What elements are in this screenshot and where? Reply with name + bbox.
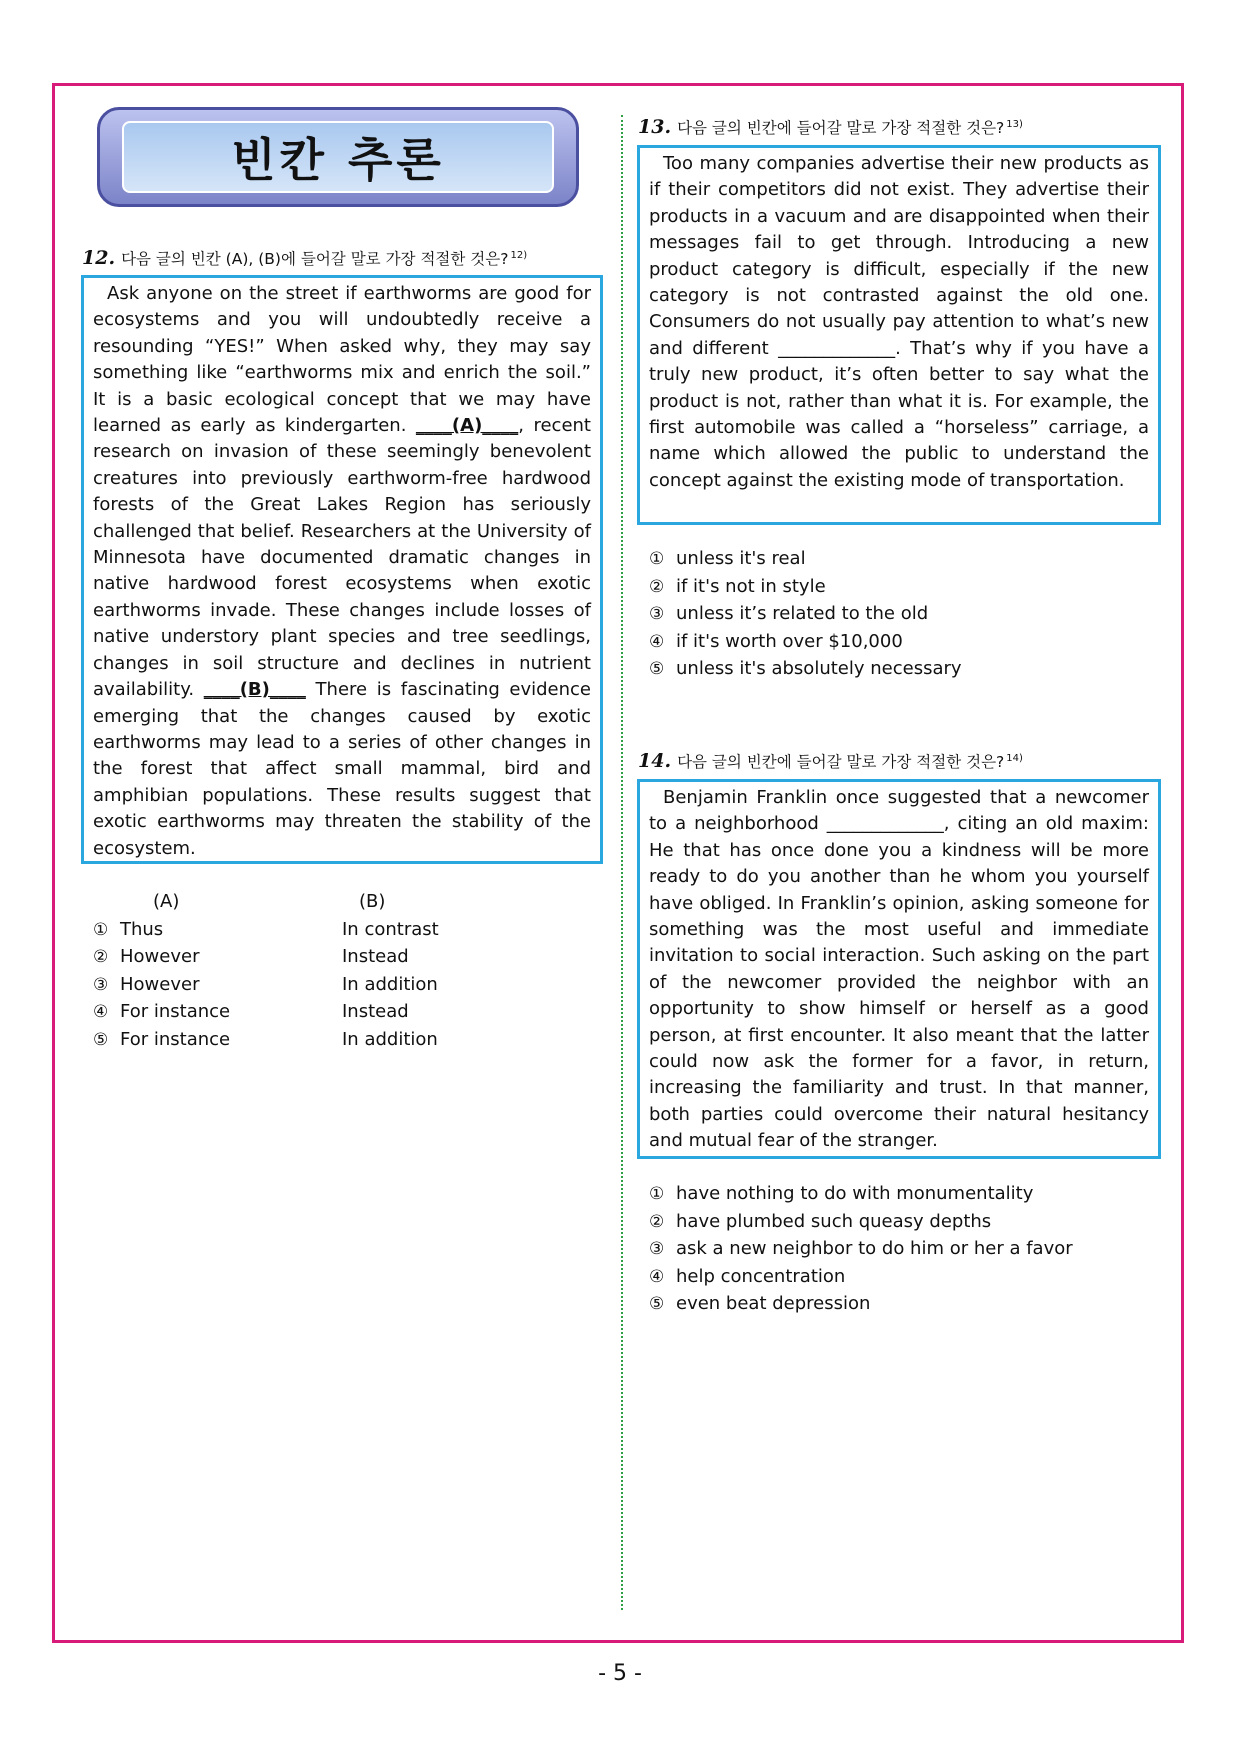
choice-b-text: Instead [342,946,409,967]
choice-option-3[interactable] [649,600,1159,628]
question-12-passage [81,275,603,864]
choice-option-2[interactable] [93,943,593,971]
blank-a: ____(A)____ [415,415,519,437]
choice-number: ⑤ [649,659,665,679]
choice-text: unless it's absolutely necessary [676,658,962,679]
question-number: 14. [638,750,672,772]
choice-number: ② [93,947,109,967]
question-13-passage [637,145,1161,525]
choice-option-5[interactable] [93,1026,593,1054]
choice-number: ① [649,1184,665,1204]
question-prompt: 다음 글의 빈칸에 들어갈 말로 가장 적절한 것은? [677,753,1005,771]
choice-number: ③ [93,974,109,995]
choice-option-5[interactable] [649,1290,1159,1318]
passage-text: . That’s why if you have a truly new product, it’s often better to say what the product is not, rather than what it is. For example, the first automobile was called a “horseless” carriage, a name which allowed the public to understand the concept against the existing mode of transportation. [649,337,1149,491]
blank: _____________ [778,337,896,359]
question-number: 13. [638,116,672,138]
choice-option-1[interactable] [649,545,1159,573]
question-number: 12. [82,247,116,269]
choice-text: unless it's real [676,548,806,569]
choice-text: unless it’s related to the old [676,603,929,624]
choice-a-text: For instance [120,1001,231,1022]
choice-b-text: Instead [342,1001,409,1022]
choice-number: ② [649,1211,665,1232]
question-prompt: 다음 글의 빈칸 (A), (B)에 들어갈 말로 가장 적절한 것은? [121,250,509,268]
choice-a-text: For instance [120,1028,231,1050]
section-banner-inner [122,121,554,193]
question-12-choices [93,888,593,1053]
choice-number: ① [93,919,109,940]
choice-text: help concentration [676,1265,846,1287]
choice-number: ⑤ [93,1029,109,1050]
choice-number: ⑤ [649,1294,665,1314]
choice-a-text: However [120,946,200,967]
choice-number: ② [649,576,665,597]
choice-a-text: However [120,973,200,995]
choice-text: if it's not in style [676,575,826,597]
choice-number: ④ [93,1002,109,1022]
choice-text: if it's worth over $10,000 [676,630,903,652]
choice-option-1[interactable] [93,916,593,944]
question-prompt: 다음 글의 빈칸에 들어갈 말로 가장 적절한 것은? [677,119,1005,137]
choices-header [93,888,593,916]
choice-number: ③ [649,604,665,624]
choice-option-2[interactable] [649,1208,1159,1236]
choice-a-text: Thus [120,918,164,940]
choice-option-3[interactable] [93,971,593,999]
question-ref: 12) [510,249,528,261]
column-divider [621,115,623,1610]
choice-option-4[interactable] [649,628,1159,656]
choice-option-3[interactable] [649,1235,1159,1263]
passage-text: Too many companies advertise their new products as if their competitors did not exist. They advertise their products in a vacuum and are disappointed when their messages fail to get through. Introducing a new product category is difficult, especially if the new category is not contrasted against the old one. Consumers do not usually pay attention to what’s new and different [649,153,1149,359]
choice-text: even beat depression [676,1293,871,1314]
choice-b-text: In addition [342,1028,438,1050]
question-14-passage [637,779,1161,1159]
choice-b-text: In contrast [342,918,439,940]
choice-option-4[interactable] [649,1263,1159,1291]
choice-text: have nothing to do with monumentality [676,1183,1034,1204]
question-14-choices [649,1180,1159,1318]
choice-number: ③ [649,1239,665,1259]
section-banner [97,107,579,207]
passage-text: Benjamin Franklin once suggested that a newcomer to a neighborhood [649,787,1149,835]
section-title: 빈칸 추론 [231,133,445,187]
passage-text: , recent research on invasion of these seemingly benevolent creatures into previously earthworm-free hardwood forests of the Great Lakes Region has seriously challenged that belief. Researchers at the University of Minnesota have documented dramatic changes in native hardwood forest ecosystems when exotic earthworms invade. These changes include losses of native understory plant species and tree seedlings, changes in soil structure and declines in nutrient availability. [93,415,591,701]
question-12-title [82,247,527,269]
question-13-title [638,116,1023,138]
choice-option-5[interactable] [649,655,1159,683]
passage-text: , citing an old maxim: He that has once done you a kindness will be more ready to do you another than he whom you yourself have obliged. In Franklin’s opinion, asking someone for something was the most useful and immediate invitation to social interaction. Such asking on the part of the newcomer provided the neighbor with an opportunity to show himself or herself as a good person, at first encounter. It also meant that the latter could now ask the former for a favor, in return, increasing the familiarity and trust. In that manner, both parties could overcome their natural hesitancy and mutual fear of the stranger. [649,813,1149,1152]
choice-number: ④ [649,631,665,652]
page-number: - 5 - [598,1661,642,1686]
choice-number: ① [649,549,665,569]
choice-option-4[interactable] [93,998,593,1026]
question-14-title [638,750,1023,772]
blank: _____________ [826,813,944,835]
passage-text: There is fascinating evidence emerging that the changes caused by exotic earthworms may lead to a series of other changes in the forest that affect small mammal, bird and amphibian populations. These results suggest that exotic earthworms may threaten the stability of the ecosystem. [93,679,592,859]
choice-text: have plumbed such queasy depths [676,1210,992,1232]
question-ref: 13) [1006,118,1023,130]
choice-b-text: In addition [342,973,438,995]
passage-text: Ask anyone on the street if earthworms are good for ecosystems and you will undoubtedly receive a resounding “YES!” When asked why, they may say something like “earthworms mix and enrich the soil.” It is a basic ecological concept that we may have learned as early as kindergarten. [93,283,591,437]
question-13-choices [649,545,1159,683]
blank-b: ____(B)____ [203,679,306,701]
choice-option-2[interactable] [649,573,1159,601]
choice-option-1[interactable] [649,1180,1159,1208]
question-ref: 14) [1006,752,1023,764]
column-header-a: (A) [153,891,180,912]
choice-number: ④ [649,1266,665,1287]
column-header-b: (B) [359,891,386,912]
choice-text: ask a new neighbor to do him or her a favor [676,1238,1073,1259]
